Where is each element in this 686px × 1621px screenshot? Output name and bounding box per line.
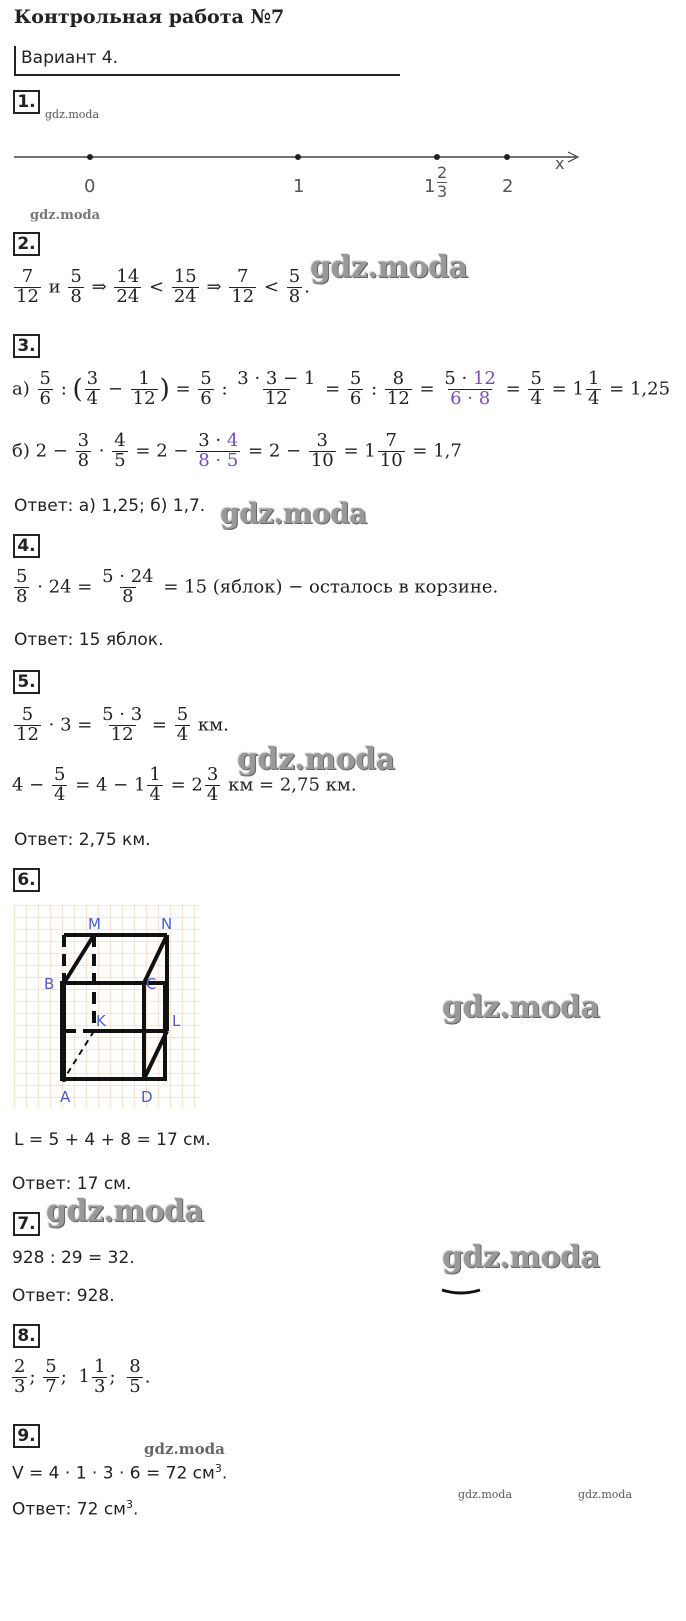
number-line (0, 140, 600, 210)
watermark: gdz.moda (237, 742, 395, 777)
axis-label-fraction: 2 3 (437, 163, 448, 201)
task-6-number: 6. (13, 868, 40, 892)
axis-label-mixed-whole: 1 (424, 176, 436, 197)
task-5-line-2: 4 − $\frac{5}{4}$ = 4 − 1 $\frac{1}{4}$ = 2 $\frac{3}{4}$ км = 2,75 км. (12, 764, 357, 805)
task-3-answer: Ответ: а) 1,25; б) 1,7. (14, 496, 206, 516)
task-4-expression: $\frac{5}{8}$ · 24 = $\frac{5 \cdot 24}{8}$ = 15 (яблок) − осталось в корзине. (16, 566, 499, 607)
watermark: gdz.moda (144, 1440, 225, 1458)
task-5-number: 5. (13, 670, 40, 694)
axis-label-0: 0 (84, 176, 96, 197)
task-2-expression: $\frac{7}{12}$ и $\frac{5}{8}$ ⇒ $\frac{14}{24}$ < $\frac{15}{24}$ ⇒ $\frac{7}{12}$ < $\frac{5}{8}$ . (16, 266, 310, 307)
axis-label-2: 2 (502, 176, 514, 197)
task-7-number: 7. (13, 1212, 40, 1236)
vertex-label-c: C (146, 975, 157, 993)
page-title: Контрольная работа №7 (14, 6, 285, 28)
watermark: gdz.moda (310, 250, 468, 285)
task-6-formula: L = 5 + 4 + 8 = 17 см. (14, 1130, 211, 1150)
watermark: gdz.moda (442, 990, 600, 1025)
variant-box (14, 46, 400, 76)
task-7-answer: Ответ: 928. (12, 1286, 115, 1306)
task-7-equation: 928 : 29 = 32. (12, 1248, 135, 1268)
vertex-label-k: K (96, 1012, 106, 1030)
vertex-label-l: L (172, 1012, 181, 1030)
task-3a-expression: а) $\frac{5}{6}$ : ( $\frac{3}{4}$ − $\frac{1}{12}$ ) = $\frac{5}{6}$ : $\frac{3 \cdot 3 - 1}{12}$ = $\frac{5}{6}$ : $\frac{8}{12}$ = $\frac{5 \cdot 12}{6 \cdot 8}$ = $\frac{5}{4}$ = 1 $\frac{1}{4}$ = 1,25 (12, 368, 671, 409)
axis-label-1: 1 (293, 176, 305, 197)
task-3b-expression: б) 2 − $\frac{3}{8}$ · $\frac{4}{5}$ = 2 − $\frac{3 \cdot 4}{8 \cdot 5}$ = 2 − $\frac{3}{10}$ = 1 $\frac{7}{10}$ = 1,7 (12, 430, 462, 471)
task-8-number: 8. (13, 1324, 40, 1348)
watermark: gdz.moda (442, 1240, 600, 1275)
task-9-number: 9. (13, 1424, 40, 1448)
task-9-equation: V = 4 · 1 · 3 · 6 = 72 $см^3$. (12, 1462, 228, 1484)
vertex-label-n: N (161, 915, 173, 933)
watermark: gdz.moda (458, 1488, 513, 1501)
task-9-answer: Ответ: 72 $см^3$. (12, 1498, 139, 1520)
task-2-number: 2. (13, 232, 40, 256)
watermark: gdz.moda (578, 1488, 633, 1501)
variant-label: Вариант 4. (21, 48, 118, 68)
task-4-number: 4. (13, 534, 40, 558)
vertex-label-m: M (88, 915, 101, 933)
watermark: gdz.moda (45, 108, 100, 121)
task-5-line-1: $\frac{5}{12}$ · 3 = $\frac{5 \cdot 3}{12}$ = $\frac{5}{4}$ км. (16, 704, 229, 745)
vertex-label-d: D (141, 1088, 153, 1106)
vertex-label-b: B (44, 975, 55, 993)
underline-mark (440, 1286, 482, 1296)
watermark: gdz.moda (46, 1194, 204, 1229)
watermark: gdz.moda (30, 208, 101, 223)
task-6-answer: Ответ: 17 см. (12, 1174, 132, 1194)
cube-edges (14, 905, 200, 1109)
axis-label-x: x (555, 154, 565, 173)
watermark: gdz.moda (220, 497, 367, 530)
task-3-number: 3. (13, 334, 40, 358)
task-8-fractions: $\frac{2}{3}$ ; $\frac{5}{7}$ ; 1 $\frac{1}{3}$ ; $\frac{8}{5}$ . (14, 1356, 151, 1397)
task-5-answer: Ответ: 2,75 км. (14, 830, 151, 850)
task-1-number: 1. (13, 90, 40, 114)
task-4-answer: Ответ: 15 яблок. (14, 630, 164, 650)
vertex-label-a: A (60, 1088, 71, 1106)
